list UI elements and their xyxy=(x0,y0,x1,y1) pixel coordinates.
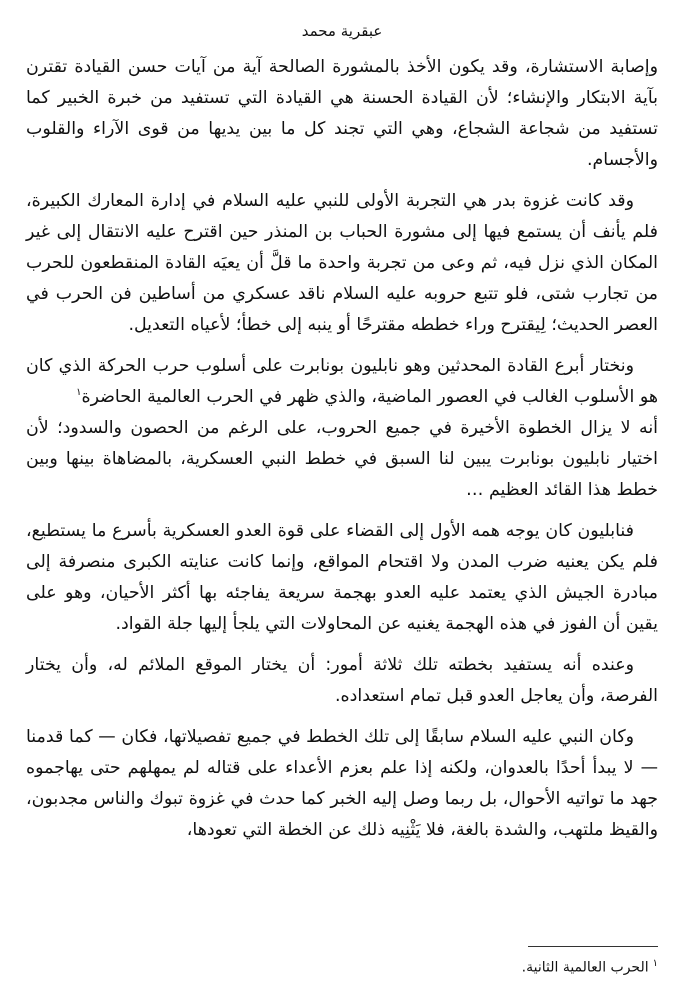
paragraph-5: وعنده أنه يستفيد بخطته تلك ثلاثة أمور: أن يختار الموقع الملائم له، وأن يختار الفرصة، وأن يعاجل العدو قبل تمام استعداده. xyxy=(26,655,658,706)
footnote-text: الحرب العالمية الثانية. xyxy=(521,959,649,976)
running-header: عبقرية محمد xyxy=(301,22,383,40)
paragraph-3 xyxy=(26,351,658,413)
footnote-reference[interactable]: ١ xyxy=(76,387,82,399)
paragraph-4: فنابليون كان يوجه همه الأول إلى القضاء على قوة العدو العسكرية بأسرع ما يستطيع، فلم يكن يعنيه ضرب المدن ولا اقتحام المواقع، وإنما كانت عنايته الكبرى منصرفة إلى مبادرة الجيش الذي يعتمد عليه العدو بهجمة سريعة يفاجئه بها أكثر الأحيان، وهو على يقين أن الفوز في هذه الهجمة يغنيه عن المحاولات التي يلجأ إليها جلة القواد. xyxy=(26,521,658,634)
footnote-number: ١ xyxy=(652,958,658,969)
paragraph-6: وكان النبي عليه السلام سابقًا إلى تلك الخطط في جميع تفصيلاتها، فكان — كما قدمنا — لا يبدأ أحدًا بالعدوان، ولكنه إذا علم بعزم الأعداء على قتاله لم يمهلهم حتى يهاجموه جهد ما تواتيه الأحوال، بل ربما وصل إليه الخبر كما حدث في غزوة تبوك والناس مجدبون، والقيظ ملتهب، والشدة بالغة، فلا يَثْنِيه ذلك عن الخطة التي تعودها، xyxy=(26,727,658,840)
paragraph-1: وإصابة الاستشارة، وقد يكون الأخذ بالمشورة الصالحة آية من آيات حسن القيادة تقترن بآية الابتكار والإنشاء؛ لأن القيادة الحسنة هي القيادة التي تستفيد من خبرة الخبير كما تستفيد من شجاعة الشجاع، وهي التي تجند كل ما بين يديها من قوى الآراء والقلوب والأجسام. xyxy=(26,57,658,170)
page-body xyxy=(26,52,658,856)
paragraph-3-continuation: أنه لا يزال الخطوة الأخيرة في جميع الحروب، على الرغم من الحصون والسدود؛ لأن اختيار نابليون بونابرت يبين لنا السبق في خطط النبي العسكرية، بالمضاهاة بينها وبين خطط هذا القائد العظيم … xyxy=(26,418,658,500)
paragraph-3-text: ونختار أبرع القادة المحدثين وهو نابليون بونابرت على أسلوب حرب الحركة الذي كان هو الأسلوب الغالب في العصور الماضية، والذي ظهر في الحرب العالمية الحاضرة xyxy=(26,356,658,407)
footnote-divider xyxy=(528,946,658,947)
footnote xyxy=(522,954,658,978)
paragraph-2: وقد كانت غزوة بدر هي التجربة الأولى للنبي عليه السلام في إدارة المعارك الكبيرة، فلم يأنف أن يستمع فيها إلى مشورة الحباب بن المنذر حين اقترح عليه الانتقال إلى غير المكان الذي نزل فيه، ثم وعى من تجربة واحدة ما قلَّ أن يعيَه القادة المنقطعون للحرب من تجارب شتى، فلو تتبع حروبه عليه السلام ناقد عسكري من أساطين فن الحرب في العصر الحديث؛ لِيقترح وراء خططه مقترحًا أو ينبه إلى خطأ؛ لأعياه التعديل. xyxy=(26,191,658,335)
